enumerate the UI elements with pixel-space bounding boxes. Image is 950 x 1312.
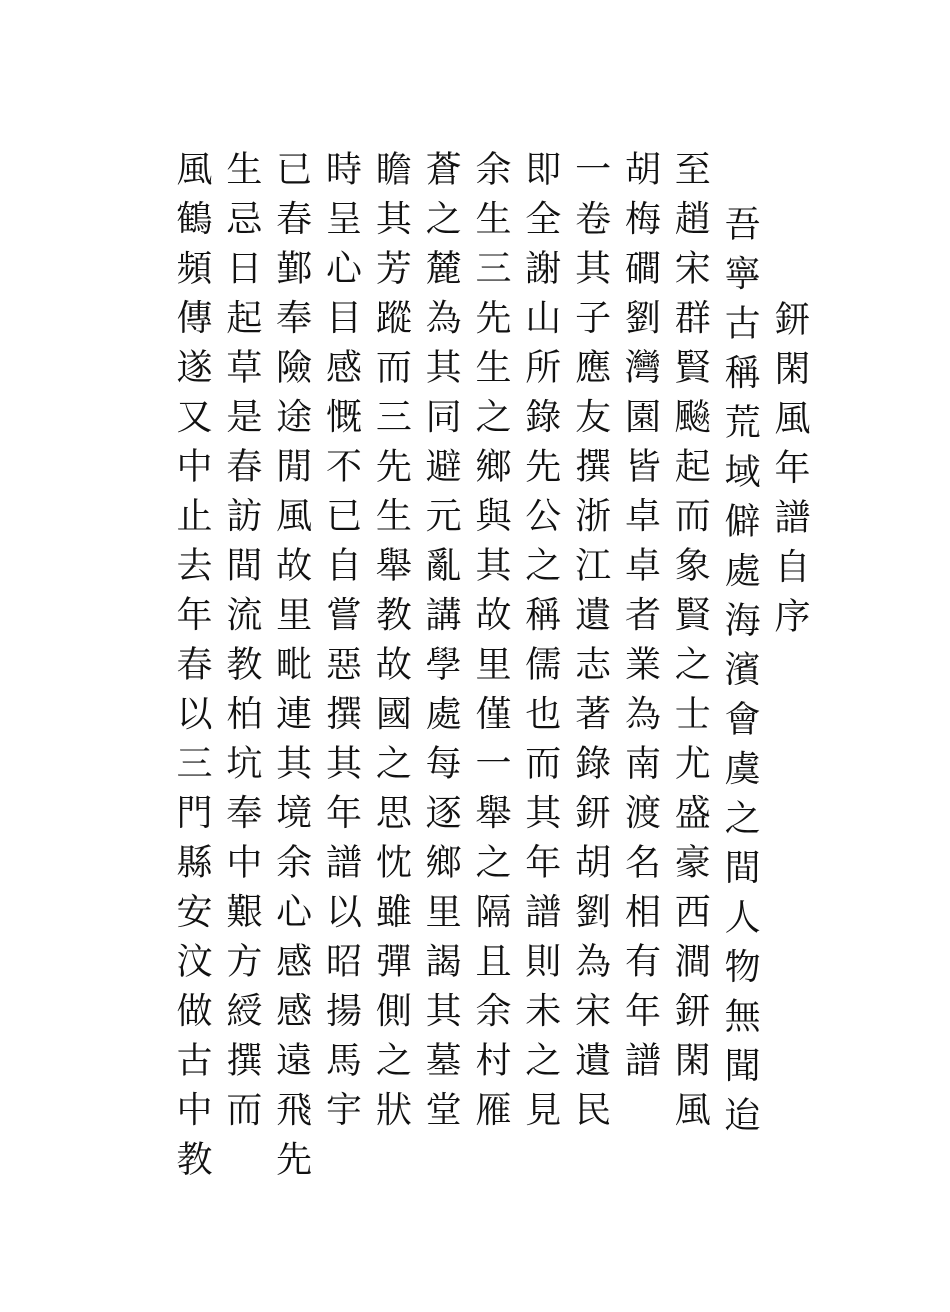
text-column-4: 一卷其子應友撰浙江遺志著錄鈃胡劉為宋遺民 [569,150,611,1140]
text-column-3: 胡梅磵劉灣園皆卓卓者業為南渡名相有年譜 [619,150,661,1091]
text-column-5: 即全謝山所錄先公之稱儒也而其年譜則未之見 [519,150,561,1140]
text-column-8: 瞻其芳蹤而三先生舉教故國之思忱雖彈側之狀 [370,150,412,1140]
text-column-9: 時呈心目感慨不已自嘗惡撰其年譜以昭揚馬宇 [320,150,362,1140]
text-column-6: 余生三先生之鄉與其故里僅一舉之隔且余村雁 [469,150,511,1140]
text-column-1: 吾寧古稱荒域僻處海濱會虞之間人物無聞迨 [719,205,761,1146]
text-column-12: 風鶴頻傳遂又中止去年春以三門縣安汶做古中教 [171,150,212,1190]
vertical-text-body [170,150,810,1190]
text-column-11: 生忌日起草是春訪間流教柏坑奉中艱方綬撰而 [220,150,262,1140]
text-column-7: 蒼之麓為其同避元亂講學處每逐鄉里謁其墓堂 [420,150,462,1140]
document-title: 鈃閑風年譜自序 [768,300,810,647]
text-column-10: 已春鄞奉險途閒風故里毗連其境余心感感遠飛先 [270,150,312,1190]
text-column-2: 至趙宋群賢飈起而象賢之士尤盛豪西澗鈃閑風 [669,150,711,1140]
